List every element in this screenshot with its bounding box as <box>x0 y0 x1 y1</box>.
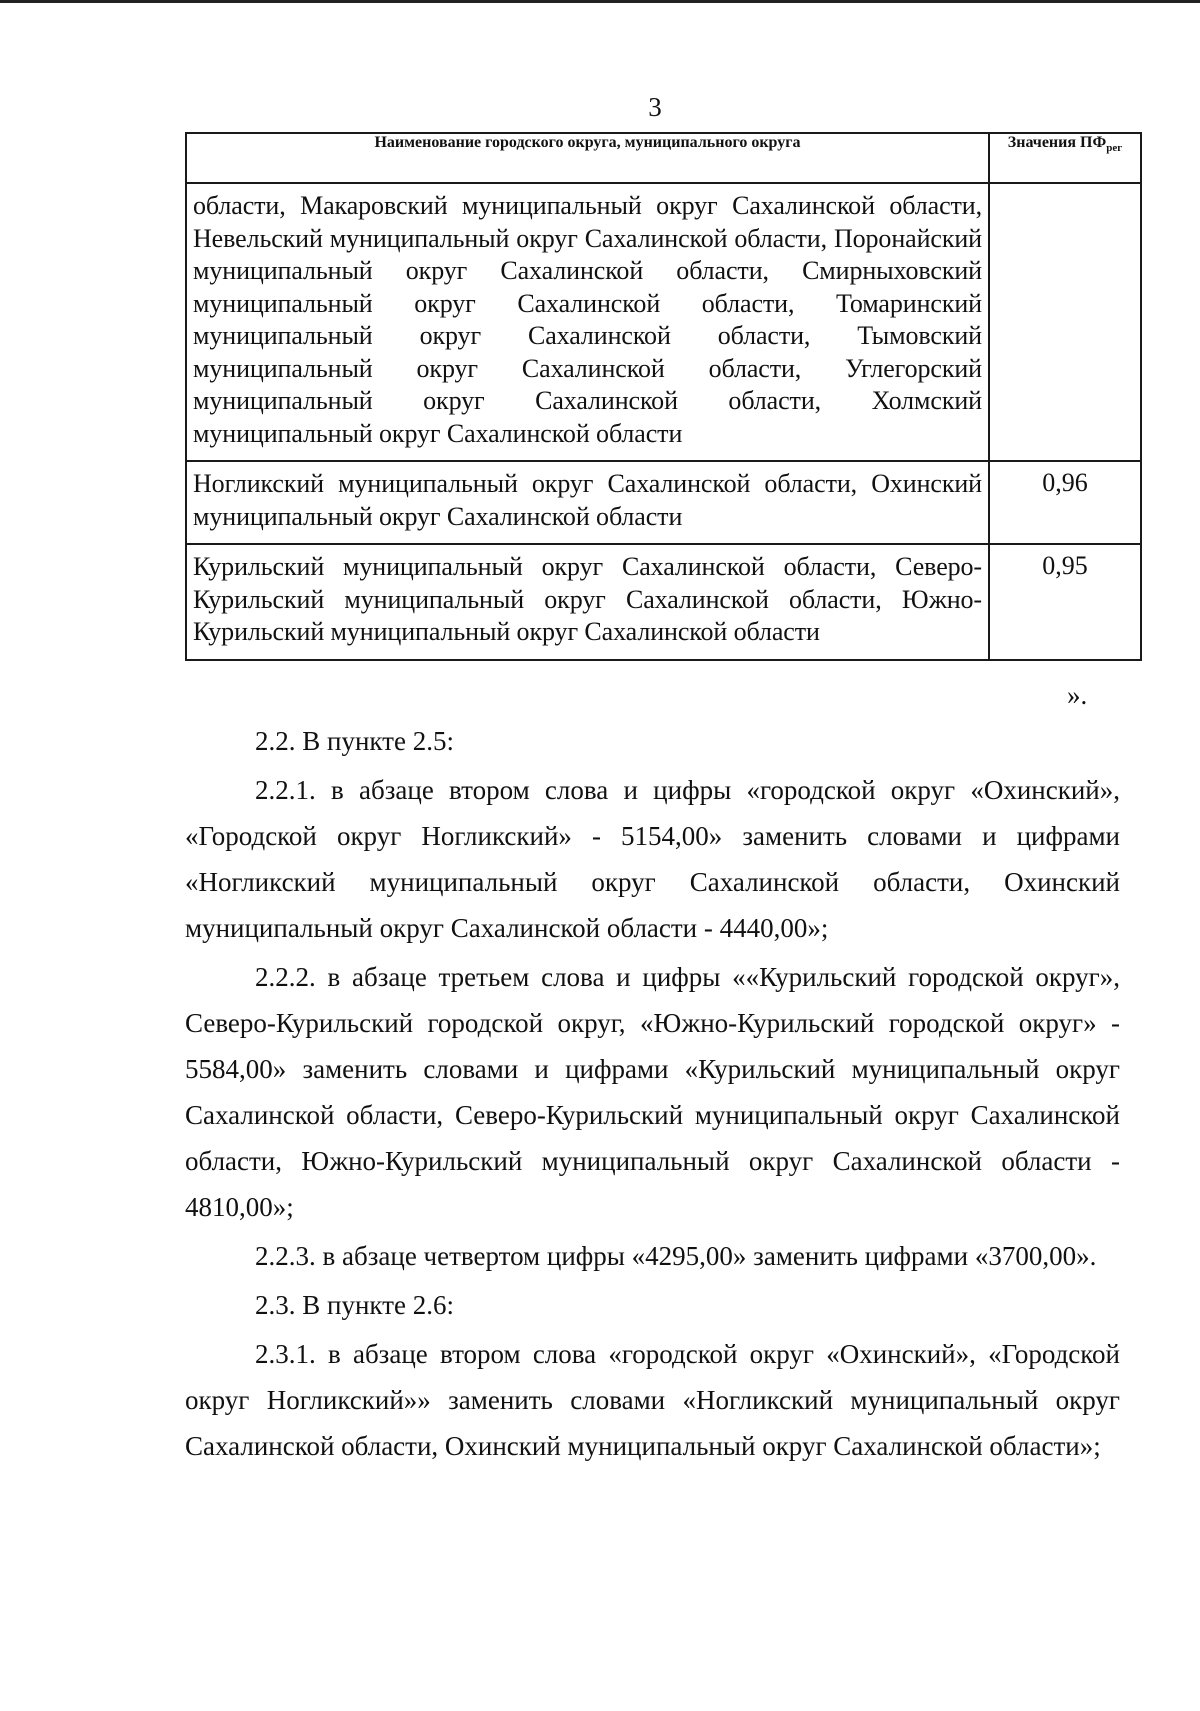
header-name-column: Наименование городского округа, муниципального округа <box>186 133 989 183</box>
paragraph-2-2-3: 2.2.3. в абзаце четвертом цифры «4295,00» заменить цифрами «3700,00». <box>255 1241 1097 1271</box>
table-cell-name: области, Макаровский муниципальный округ Сахалинской области, Невельский муниципальный округ Сахалинской области, Поронайский муниципальный округ Сахалинской области, Смирныховский муниципальный округ Сахалинской области, Томаринский муниципальный округ Сахалинской области, Тымовский муниципальный округ Сахалинской области, Углегорский муниципальный округ Сахалинской области, Холмский муниципальный округ Сахалинской области <box>186 183 989 461</box>
table-header-row <box>186 133 1141 183</box>
header-value-label: Значения ПФ <box>1007 134 1107 151</box>
table-row <box>186 544 1141 660</box>
header-value-column <box>989 133 1141 183</box>
paragraph-2-2-2: 2.2.2. в абзаце третьем слова и цифры ««Курильский городской округ», Северо-Курильский городской округ, «Южно-Курильский городской округ» - 5584,00» заменить словами и цифрами «Курильский муниципальный округ Сахалинской области, Северо-Курильский муниципальный округ Сахалинской области, Южно-Курильский муниципальный округ Сахалинской области - 4810,00»; <box>185 962 1120 1222</box>
table-cell-value: 0,95 <box>989 544 1141 660</box>
document-body <box>185 718 1120 1472</box>
header-value-subscript: рег <box>1106 142 1123 155</box>
table-cell-name: Курильский муниципальный округ Сахалинской области, Северо-Курильский муниципальный округ Сахалинской области, Южно-Курильский муниципальный округ Сахалинской области <box>186 544 989 660</box>
coefficient-table <box>185 132 1142 661</box>
paragraph-2-2: 2.2. В пункте 2.5: <box>255 726 454 756</box>
paragraph-2-3: 2.3. В пункте 2.6: <box>255 1290 454 1320</box>
page-number: 3 <box>648 92 662 122</box>
paragraph-2-3-1: 2.3.1. в абзаце втором слова «городской округ «Охинский», «Городской округ Ногликский»» заменить словами «Ногликский муниципальный округ Сахалинской области, Охинский муниципальный округ Сахалинской области»; <box>185 1339 1120 1461</box>
table-cell-name: Ногликский муниципальный округ Сахалинской области, Охинский муниципальный округ Сахалинской области <box>186 461 989 544</box>
table-cell-value: 0,96 <box>989 461 1141 544</box>
table-row <box>186 183 1141 461</box>
table-row <box>186 461 1141 544</box>
paragraph-2-2-1: 2.2.1. в абзаце втором слова и цифры «городской округ «Охинский», «Городской округ Ногликский» - 5154,00» заменить словами и цифрами «Ногликский муниципальный округ Сахалинской области, Охинский муниципальный округ Сахалинской области - 4440,00»; <box>185 775 1120 943</box>
scan-top-edge <box>0 0 1200 3</box>
closing-quote: ». <box>1067 680 1088 710</box>
table-cell-value <box>989 183 1141 461</box>
